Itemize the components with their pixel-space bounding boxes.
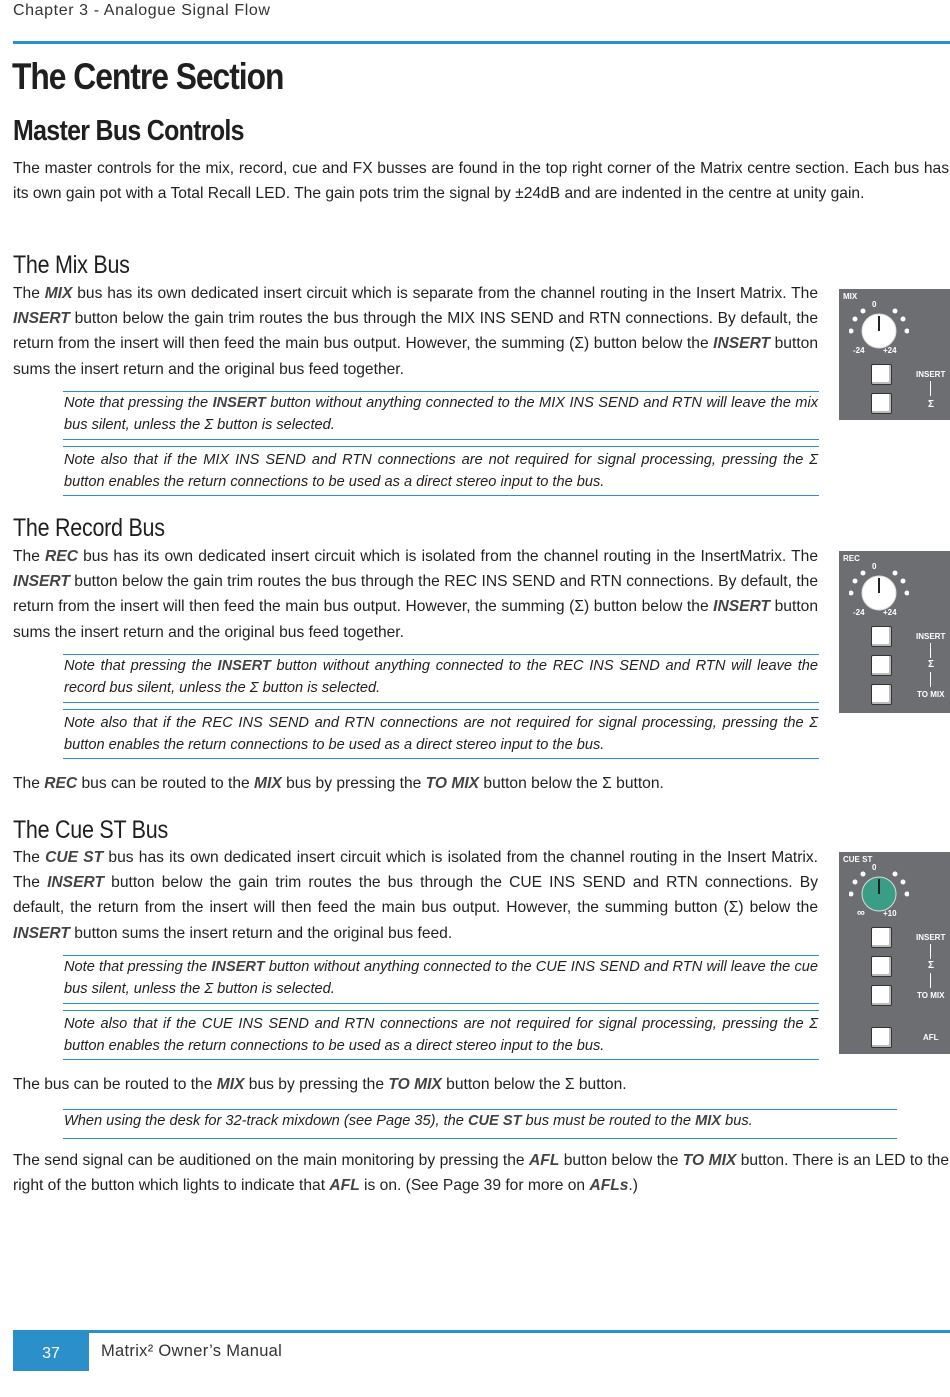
mix-note-2: Note also that if the MIX INS SEND and RTN connections are not required for signal processing, pressing the Σ button enables the return connections to be used as a direct stereo input to the bus. bbox=[64, 452, 818, 490]
afl-label: AFL bbox=[923, 1033, 939, 1042]
divider bbox=[63, 446, 819, 447]
section-heading-mix: The Mix Bus bbox=[13, 251, 130, 279]
emphasis-term: INSERT bbox=[211, 959, 265, 975]
emphasis-term: INSERT bbox=[13, 573, 70, 591]
divider bbox=[63, 758, 819, 759]
emphasis-term: AFL bbox=[529, 1152, 560, 1169]
emphasis-term: TO MIX bbox=[388, 1076, 442, 1093]
chapter-header: Chapter 3 - Analogue Signal Flow bbox=[13, 2, 271, 19]
page-title: The Centre Section bbox=[12, 56, 284, 97]
master-body: The master controls for the mix, record, cue and FX busses are found in the top right corner of the Matrix centre section. Each bus has its own gain pot with a Total Recall LED. The gain pots trim the signal by ±24dB and are indented in the centre at unity gain. bbox=[13, 160, 949, 203]
knob-max-label: +24 bbox=[883, 608, 897, 617]
rec-paragraph-2: The REC bus can be routed to the MIX bus by pressing the TO MIX button below the Σ button. bbox=[13, 775, 664, 792]
rec-note-1: Note that pressing the INSERT button without anything connected to the REC INS SEND and RTN will leave the record bus silent, unless the Σ button is selected. bbox=[64, 658, 818, 696]
sigma-label: Σ bbox=[928, 659, 935, 670]
emphasis-term: MIX bbox=[216, 1076, 245, 1093]
knob-min-label: -24 bbox=[853, 346, 865, 355]
emphasis-term: CUE ST bbox=[467, 1113, 522, 1129]
emphasis-term: INSERT bbox=[217, 658, 271, 674]
emphasis-term: INSERT bbox=[47, 874, 104, 892]
knob-zero-label: 0 bbox=[872, 562, 877, 571]
cue-paragraph: The CUE ST bus has its own dedicated insert circuit which is isolated from the channel routing in the Insert Matrix. The INSERT button below the gain trim routes the bus through the CUE INS SEND and RTN connections. By default, the return from the insert will then feed the main bus output. However, the summing button (Σ) below the INSERT button sums the insert return and the original bus feed. bbox=[13, 849, 819, 942]
insert-button[interactable] bbox=[871, 364, 892, 385]
emphasis-term: MIX bbox=[44, 285, 73, 302]
page-number: 37 bbox=[13, 1333, 89, 1371]
to-mix-label: TO MIX bbox=[917, 991, 945, 1000]
emphasis-term: AFL bbox=[329, 1177, 360, 1195]
emphasis-term: INSERT bbox=[713, 598, 771, 616]
divider bbox=[63, 709, 819, 710]
emphasis-term: CUE ST bbox=[45, 849, 104, 866]
emphasis-term: TO MIX bbox=[425, 775, 480, 792]
panel-title: MIX bbox=[843, 292, 858, 301]
sigma-label: Σ bbox=[928, 960, 935, 971]
link-line bbox=[930, 381, 931, 396]
afl-button[interactable] bbox=[871, 1027, 892, 1048]
knob-min-label: ∞ bbox=[857, 907, 865, 919]
mix-control-panel bbox=[839, 289, 950, 420]
divider bbox=[63, 1138, 897, 1139]
emphasis-term: MIX bbox=[254, 775, 282, 792]
link-line bbox=[930, 672, 931, 687]
sigma-button[interactable] bbox=[871, 393, 892, 414]
cue-note-1: Note that pressing the INSERT button without anything connected to the CUE INS SEND and RTN will leave the cue bus silent, unless the Σ button is selected. bbox=[64, 959, 818, 997]
emphasis-term: REC bbox=[45, 548, 78, 565]
knob-zero-label: 0 bbox=[872, 300, 877, 309]
divider bbox=[63, 702, 819, 703]
section-heading-master: Master Bus Controls bbox=[13, 115, 244, 147]
divider bbox=[63, 1010, 819, 1011]
insert-button[interactable] bbox=[871, 626, 892, 647]
sigma-label: Σ bbox=[928, 399, 935, 410]
footer-rule bbox=[13, 1330, 950, 1333]
section-heading-cue: The Cue ST Bus bbox=[13, 816, 168, 844]
emphasis-term: INSERT bbox=[13, 310, 70, 328]
insert-label: INSERT bbox=[916, 370, 946, 379]
emphasis-term: REC bbox=[44, 775, 78, 792]
knob-zero-label: 0 bbox=[872, 863, 877, 872]
divider bbox=[63, 1109, 897, 1110]
link-line bbox=[930, 973, 931, 988]
knob-max-label: +24 bbox=[883, 346, 897, 355]
cue-paragraph-3: The send signal can be auditioned on the main monitoring by pressing the AFL button below the TO MIX button. There is an LED to the right of the button which lights to indicate that AFL is on. (See Page 39 for more on AFLs.) bbox=[13, 1152, 949, 1195]
sigma-button[interactable] bbox=[871, 956, 892, 977]
header-rule bbox=[13, 41, 950, 44]
divider bbox=[63, 654, 819, 655]
rec-control-panel bbox=[839, 551, 950, 713]
cue-paragraph-2: The bus can be routed to the MIX bus by pressing the TO MIX button below the Σ button. bbox=[13, 1076, 627, 1093]
sigma-button[interactable] bbox=[871, 655, 892, 676]
to-mix-label: TO MIX bbox=[917, 690, 945, 699]
insert-label: INSERT bbox=[916, 632, 946, 641]
cue-note-2: Note also that if the CUE INS SEND and RTN connections are not required for signal processing, pressing the Σ button enables the return connections to be used as a direct stereo input to the bus. bbox=[64, 1016, 818, 1054]
divider bbox=[63, 1003, 819, 1004]
to-mix-button[interactable] bbox=[871, 985, 892, 1006]
cue-note-3: When using the desk for 32-track mixdown (see Page 35), the CUE ST bus must be routed to the MIX bus. bbox=[64, 1113, 753, 1129]
link-line bbox=[930, 944, 931, 959]
emphasis-term: INSERT bbox=[212, 395, 266, 411]
emphasis-term: INSERT bbox=[13, 924, 70, 942]
emphasis-term: TO MIX bbox=[682, 1152, 737, 1169]
link-line bbox=[930, 643, 931, 658]
cue-control-panel bbox=[839, 852, 950, 1054]
divider bbox=[63, 391, 819, 392]
manual-title: Matrix² Owner’s Manual bbox=[101, 1342, 283, 1360]
panel-title: REC bbox=[843, 554, 860, 563]
mix-paragraph: The MIX bus has its own dedicated insert circuit which is separate from the channel routing in the Insert Matrix. The INSERT button below the gain trim routes the bus through the MIX INS SEND and RTN connections. By default, the return from the insert will then feed the main bus output. However, the summing (Σ) button below the INSERT button sums the insert return and the original bus feed together. bbox=[13, 285, 818, 378]
section-heading-rec: The Record Bus bbox=[13, 514, 165, 542]
panel-title: CUE ST bbox=[843, 855, 873, 864]
to-mix-button[interactable] bbox=[871, 684, 892, 705]
divider bbox=[63, 495, 819, 496]
insert-label: INSERT bbox=[916, 933, 946, 942]
insert-button[interactable] bbox=[871, 927, 892, 948]
emphasis-term: MIX bbox=[695, 1113, 722, 1129]
divider bbox=[63, 1059, 819, 1060]
rec-paragraph: The REC bus has its own dedicated insert circuit which is isolated from the channel routing in the InsertMatrix. The INSERT button below the gain trim routes the bus through the REC INS SEND and RTN connections. By default, the return from the insert will then feed the main bus output. However, the summing (Σ) button below the INSERT button sums the insert return and the original bus feed together. bbox=[13, 548, 818, 641]
divider bbox=[63, 955, 819, 956]
divider bbox=[63, 439, 819, 440]
emphasis-term: INSERT bbox=[713, 335, 771, 353]
emphasis-term: AFLs bbox=[589, 1177, 629, 1195]
mix-note-1: Note that pressing the INSERT button without anything connected to the MIX INS SEND and RTN will leave the mix bus silent, unless the Σ button is selected. bbox=[64, 395, 818, 433]
rec-note-2: Note also that if the REC INS SEND and RTN connections are not required for signal processing, pressing the Σ button enables the return connections to be used as a direct stereo input to the bus. bbox=[64, 715, 818, 753]
knob-max-label: +10 bbox=[883, 909, 897, 918]
knob-min-label: -24 bbox=[853, 608, 865, 617]
